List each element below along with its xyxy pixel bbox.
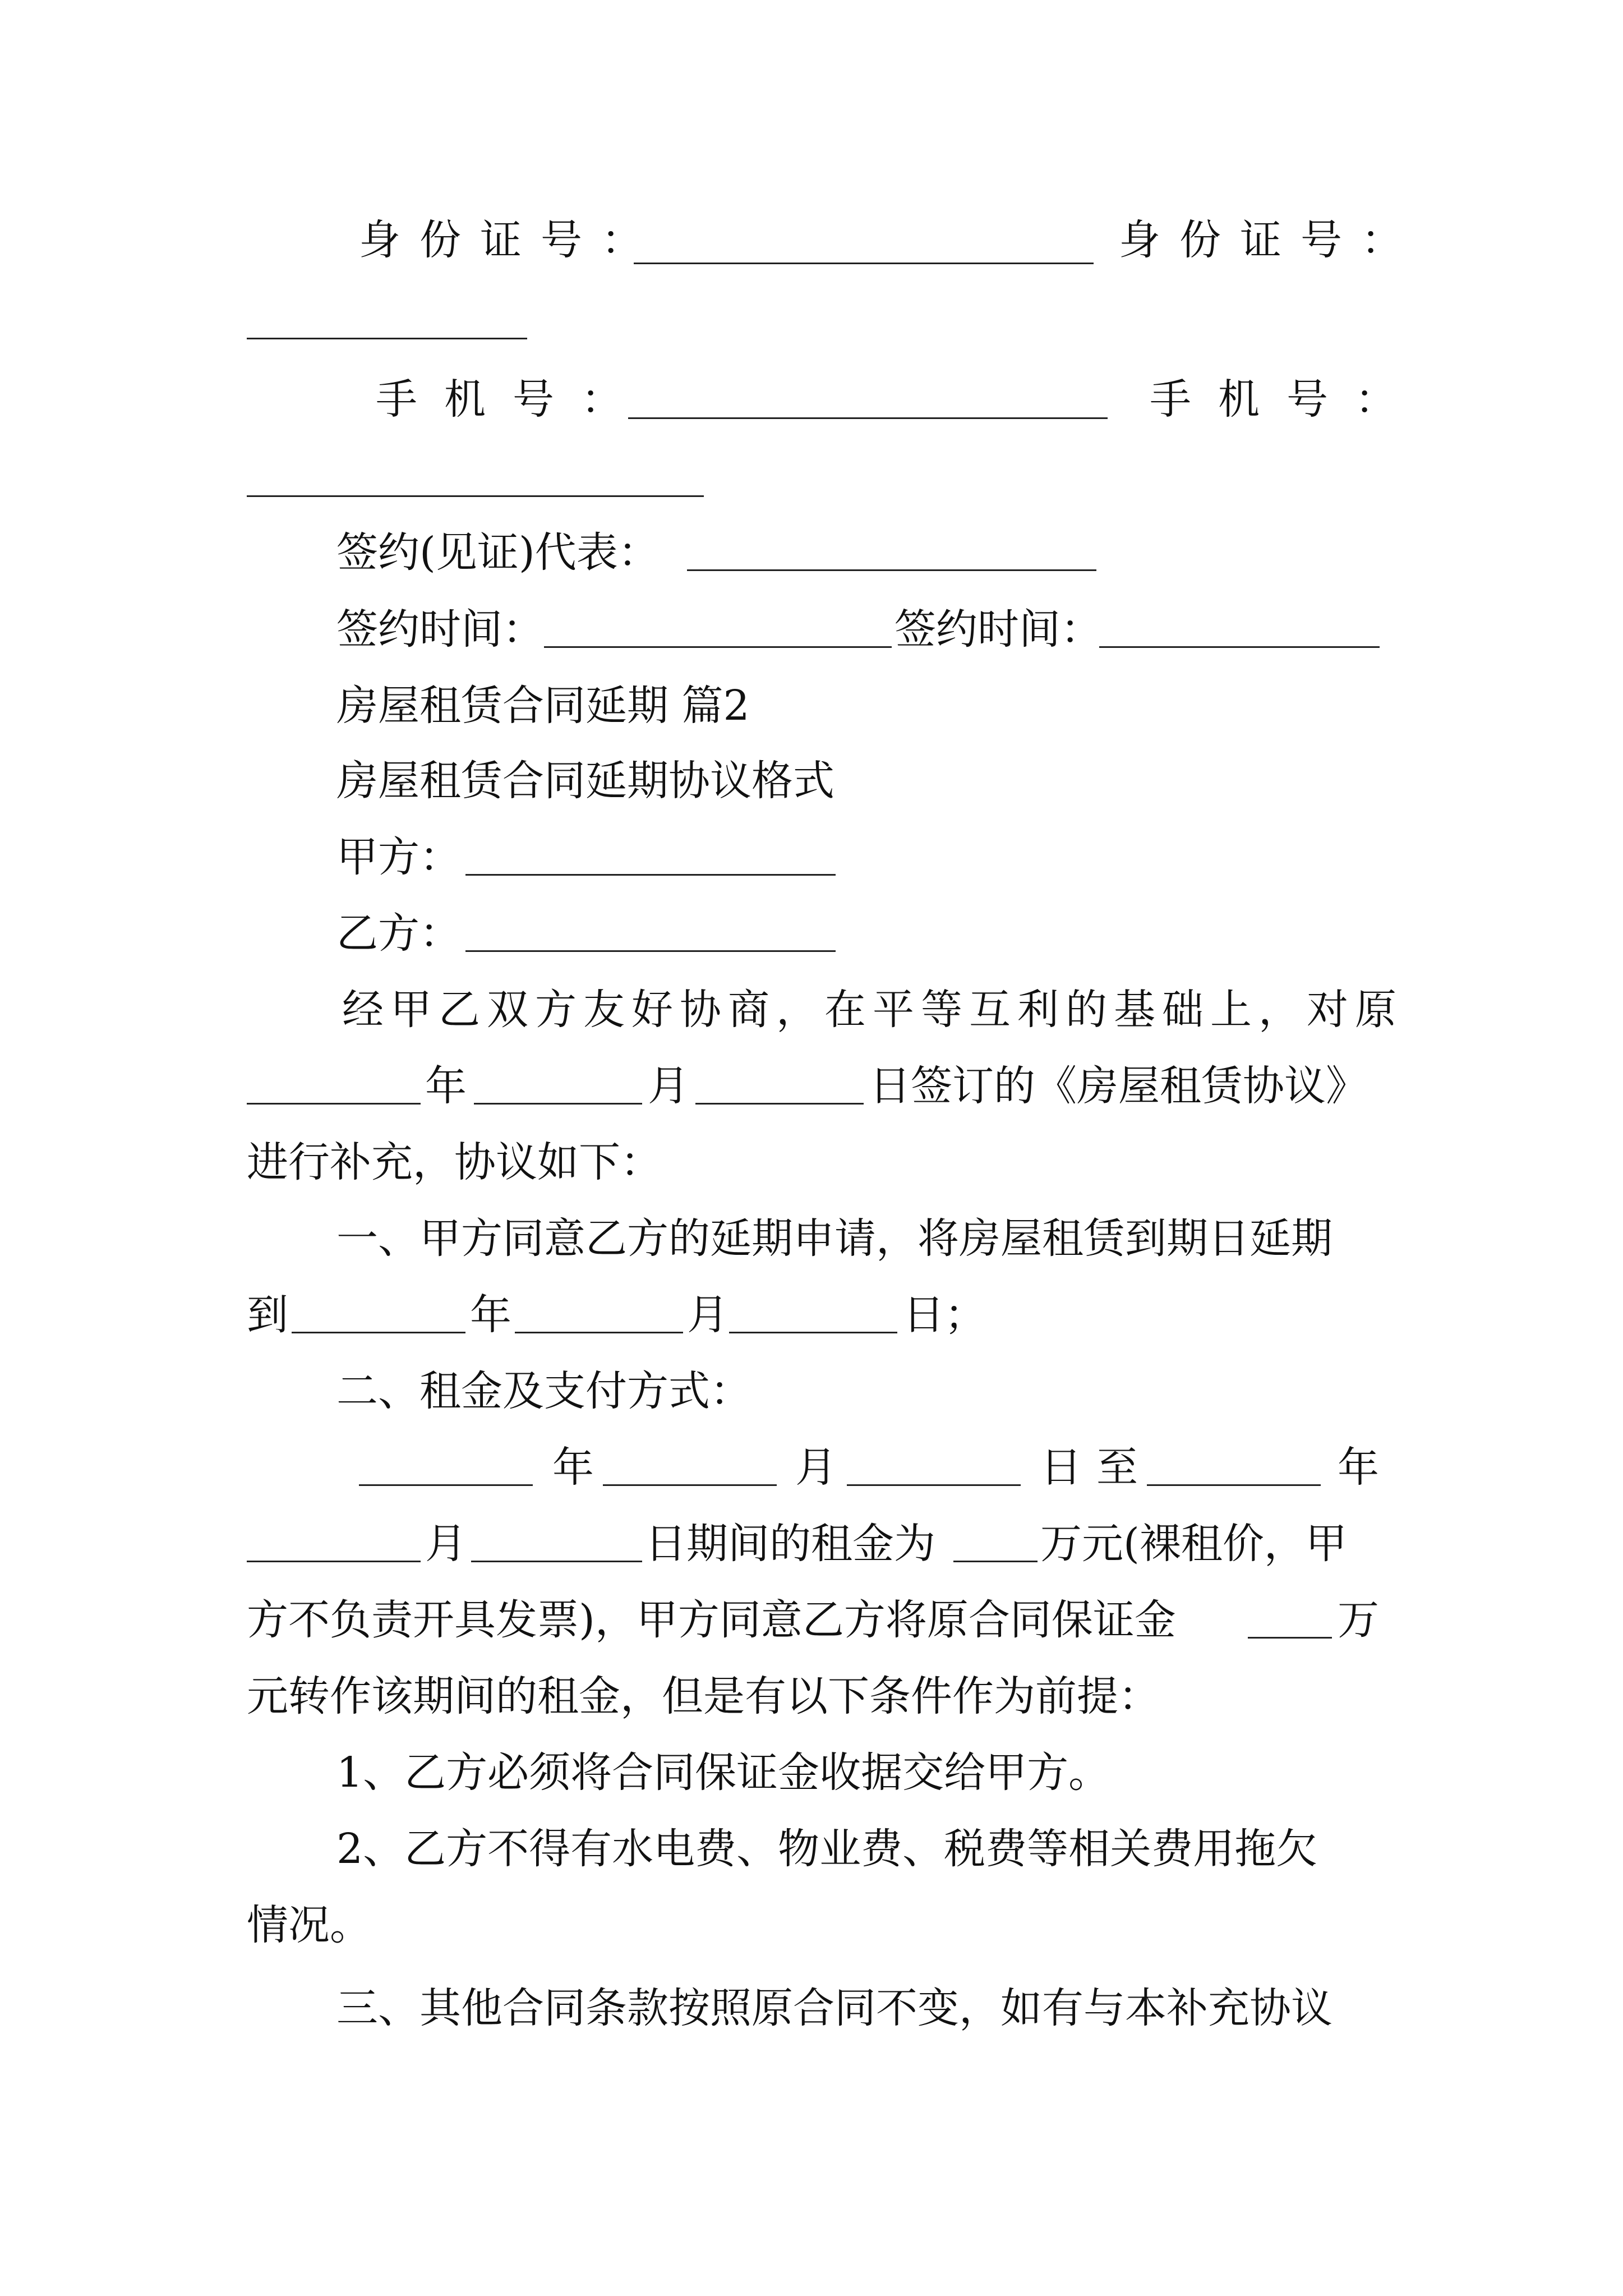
condition-2-line-1 xyxy=(0,1821,1623,1877)
clause-1-to: 到 xyxy=(247,1291,288,1339)
clause-2-blank-rent xyxy=(953,1561,1038,1562)
party-b-row xyxy=(0,905,1623,961)
id-label-left: 身份证号： xyxy=(359,216,662,264)
clause-2-line-1 xyxy=(0,1439,1623,1496)
intro-month: 月 xyxy=(648,1062,689,1110)
intro-line-2 xyxy=(0,1058,1623,1114)
phone-label-right: 手机号： xyxy=(1150,375,1423,424)
intro-year: 年 xyxy=(425,1062,467,1110)
clause-2-period-rent: 日期间的租金为 xyxy=(645,1520,935,1568)
party-b-blank xyxy=(465,950,836,952)
clause-1-text: 一、甲方同意乙方的延期申请，将房屋租赁到期日延期 xyxy=(336,1214,1332,1263)
intro-blank-day xyxy=(695,1103,864,1105)
clause-2-year-1: 年 xyxy=(552,1443,594,1492)
clause-1-month: 月 xyxy=(687,1291,728,1339)
clause-3-line-1 xyxy=(0,1980,1623,2036)
signing-date-row xyxy=(0,601,1623,657)
clause-1-line-1 xyxy=(0,1211,1623,1267)
party-a-label: 甲方： xyxy=(336,833,461,881)
condition-1-row xyxy=(0,1745,1623,1801)
clause-1-blank-year xyxy=(292,1332,465,1333)
representative-blank xyxy=(687,569,1096,571)
phone-blank-right xyxy=(247,495,704,497)
signing-date-blank-left xyxy=(544,646,892,648)
clause-2-title: 二、租金及支付方式： xyxy=(336,1367,751,1415)
id-blank-continuation xyxy=(0,292,1623,348)
intro-text-1: 经甲乙双方友好协商，在平等互利的基础上，对原 xyxy=(342,986,1403,1034)
clause-2-month-1: 月 xyxy=(795,1443,837,1492)
id-blank-right xyxy=(247,338,527,339)
clause-3-text: 三、其他合同条款按照原合同不变，如有与本补充协议 xyxy=(336,1984,1332,2032)
clause-2-blank-day-1 xyxy=(847,1484,1021,1486)
clause-2-line-2 xyxy=(0,1516,1623,1572)
intro-blank-year xyxy=(247,1103,421,1105)
party-b-label: 乙方： xyxy=(336,909,461,958)
clause-2-blank-month-2 xyxy=(247,1561,421,1562)
clause-2-unit: 万元(裸租价，甲 xyxy=(1040,1520,1347,1568)
id-number-row xyxy=(0,212,1623,268)
clause-2-blank-month-1 xyxy=(603,1484,777,1486)
intro-text-3: 进行补充，协议如下： xyxy=(247,1138,662,1186)
signing-date-label-left: 签约时间： xyxy=(336,605,544,654)
phone-blank-left xyxy=(628,417,1108,419)
clause-2-title-row xyxy=(0,1363,1623,1419)
clause-1-year: 年 xyxy=(470,1291,511,1339)
phone-label-left: 手机号： xyxy=(376,375,649,424)
section-title-row xyxy=(0,678,1623,734)
clause-2-blank-year-1 xyxy=(359,1484,533,1486)
intro-day-sign: 日签订的《房屋租赁协议》 xyxy=(869,1062,1367,1110)
section-title: 房屋租赁合同延期 篇2 xyxy=(336,682,750,730)
signing-date-blank-right xyxy=(1099,646,1380,648)
signing-date-label-right: 签约时间： xyxy=(895,605,1102,654)
intro-line-1 xyxy=(0,982,1623,1038)
clause-2-blank-year-2 xyxy=(1147,1484,1321,1486)
id-label-right: 身份证号： xyxy=(1119,216,1422,264)
intro-blank-month xyxy=(474,1103,642,1105)
condition-1: 1、乙方必须将合同保证金收据交给甲方。 xyxy=(336,1749,1110,1797)
clause-2-line-4 xyxy=(0,1668,1623,1724)
condition-2-text-2: 情况。 xyxy=(247,1901,371,1949)
doc-title-row xyxy=(0,753,1623,809)
condition-2-line-2 xyxy=(0,1897,1623,1953)
intro-line-3 xyxy=(0,1134,1623,1190)
clause-1-line-2 xyxy=(0,1287,1623,1343)
clause-2-line-3 xyxy=(0,1592,1623,1648)
phone-blank-continuation xyxy=(0,452,1623,508)
clause-2-month-2: 月 xyxy=(425,1520,467,1568)
doc-title: 房屋租赁合同延期协议格式 xyxy=(336,757,834,805)
party-a-row xyxy=(0,829,1623,885)
clause-1-day: 日； xyxy=(903,1291,986,1339)
id-blank-left xyxy=(634,263,1094,264)
clause-2-year-2: 年 xyxy=(1338,1443,1379,1492)
clause-2-text-4: 元转作该期间的租金，但是有以下条件作为前提： xyxy=(247,1672,1160,1720)
clause-1-blank-day xyxy=(729,1332,897,1333)
condition-2-text-1: 2、乙方不得有水电费、物业费、税费等相关费用拖欠 xyxy=(336,1825,1318,1873)
clause-2-blank-deposit xyxy=(1248,1637,1332,1639)
party-a-blank xyxy=(465,874,836,876)
representative-label: 签约(见证)代表： xyxy=(336,528,660,577)
clause-2-text-3b: 万 xyxy=(1338,1596,1379,1644)
clause-2-blank-day-2 xyxy=(471,1561,642,1562)
representative-row xyxy=(0,524,1623,581)
clause-2-text-3a: 方不负责开具发票)，甲方同意乙方将原合同保证金 xyxy=(247,1596,1176,1644)
phone-row xyxy=(0,371,1623,427)
clause-2-day-to: 日至 xyxy=(1040,1443,1152,1492)
clause-1-blank-month xyxy=(515,1332,683,1333)
